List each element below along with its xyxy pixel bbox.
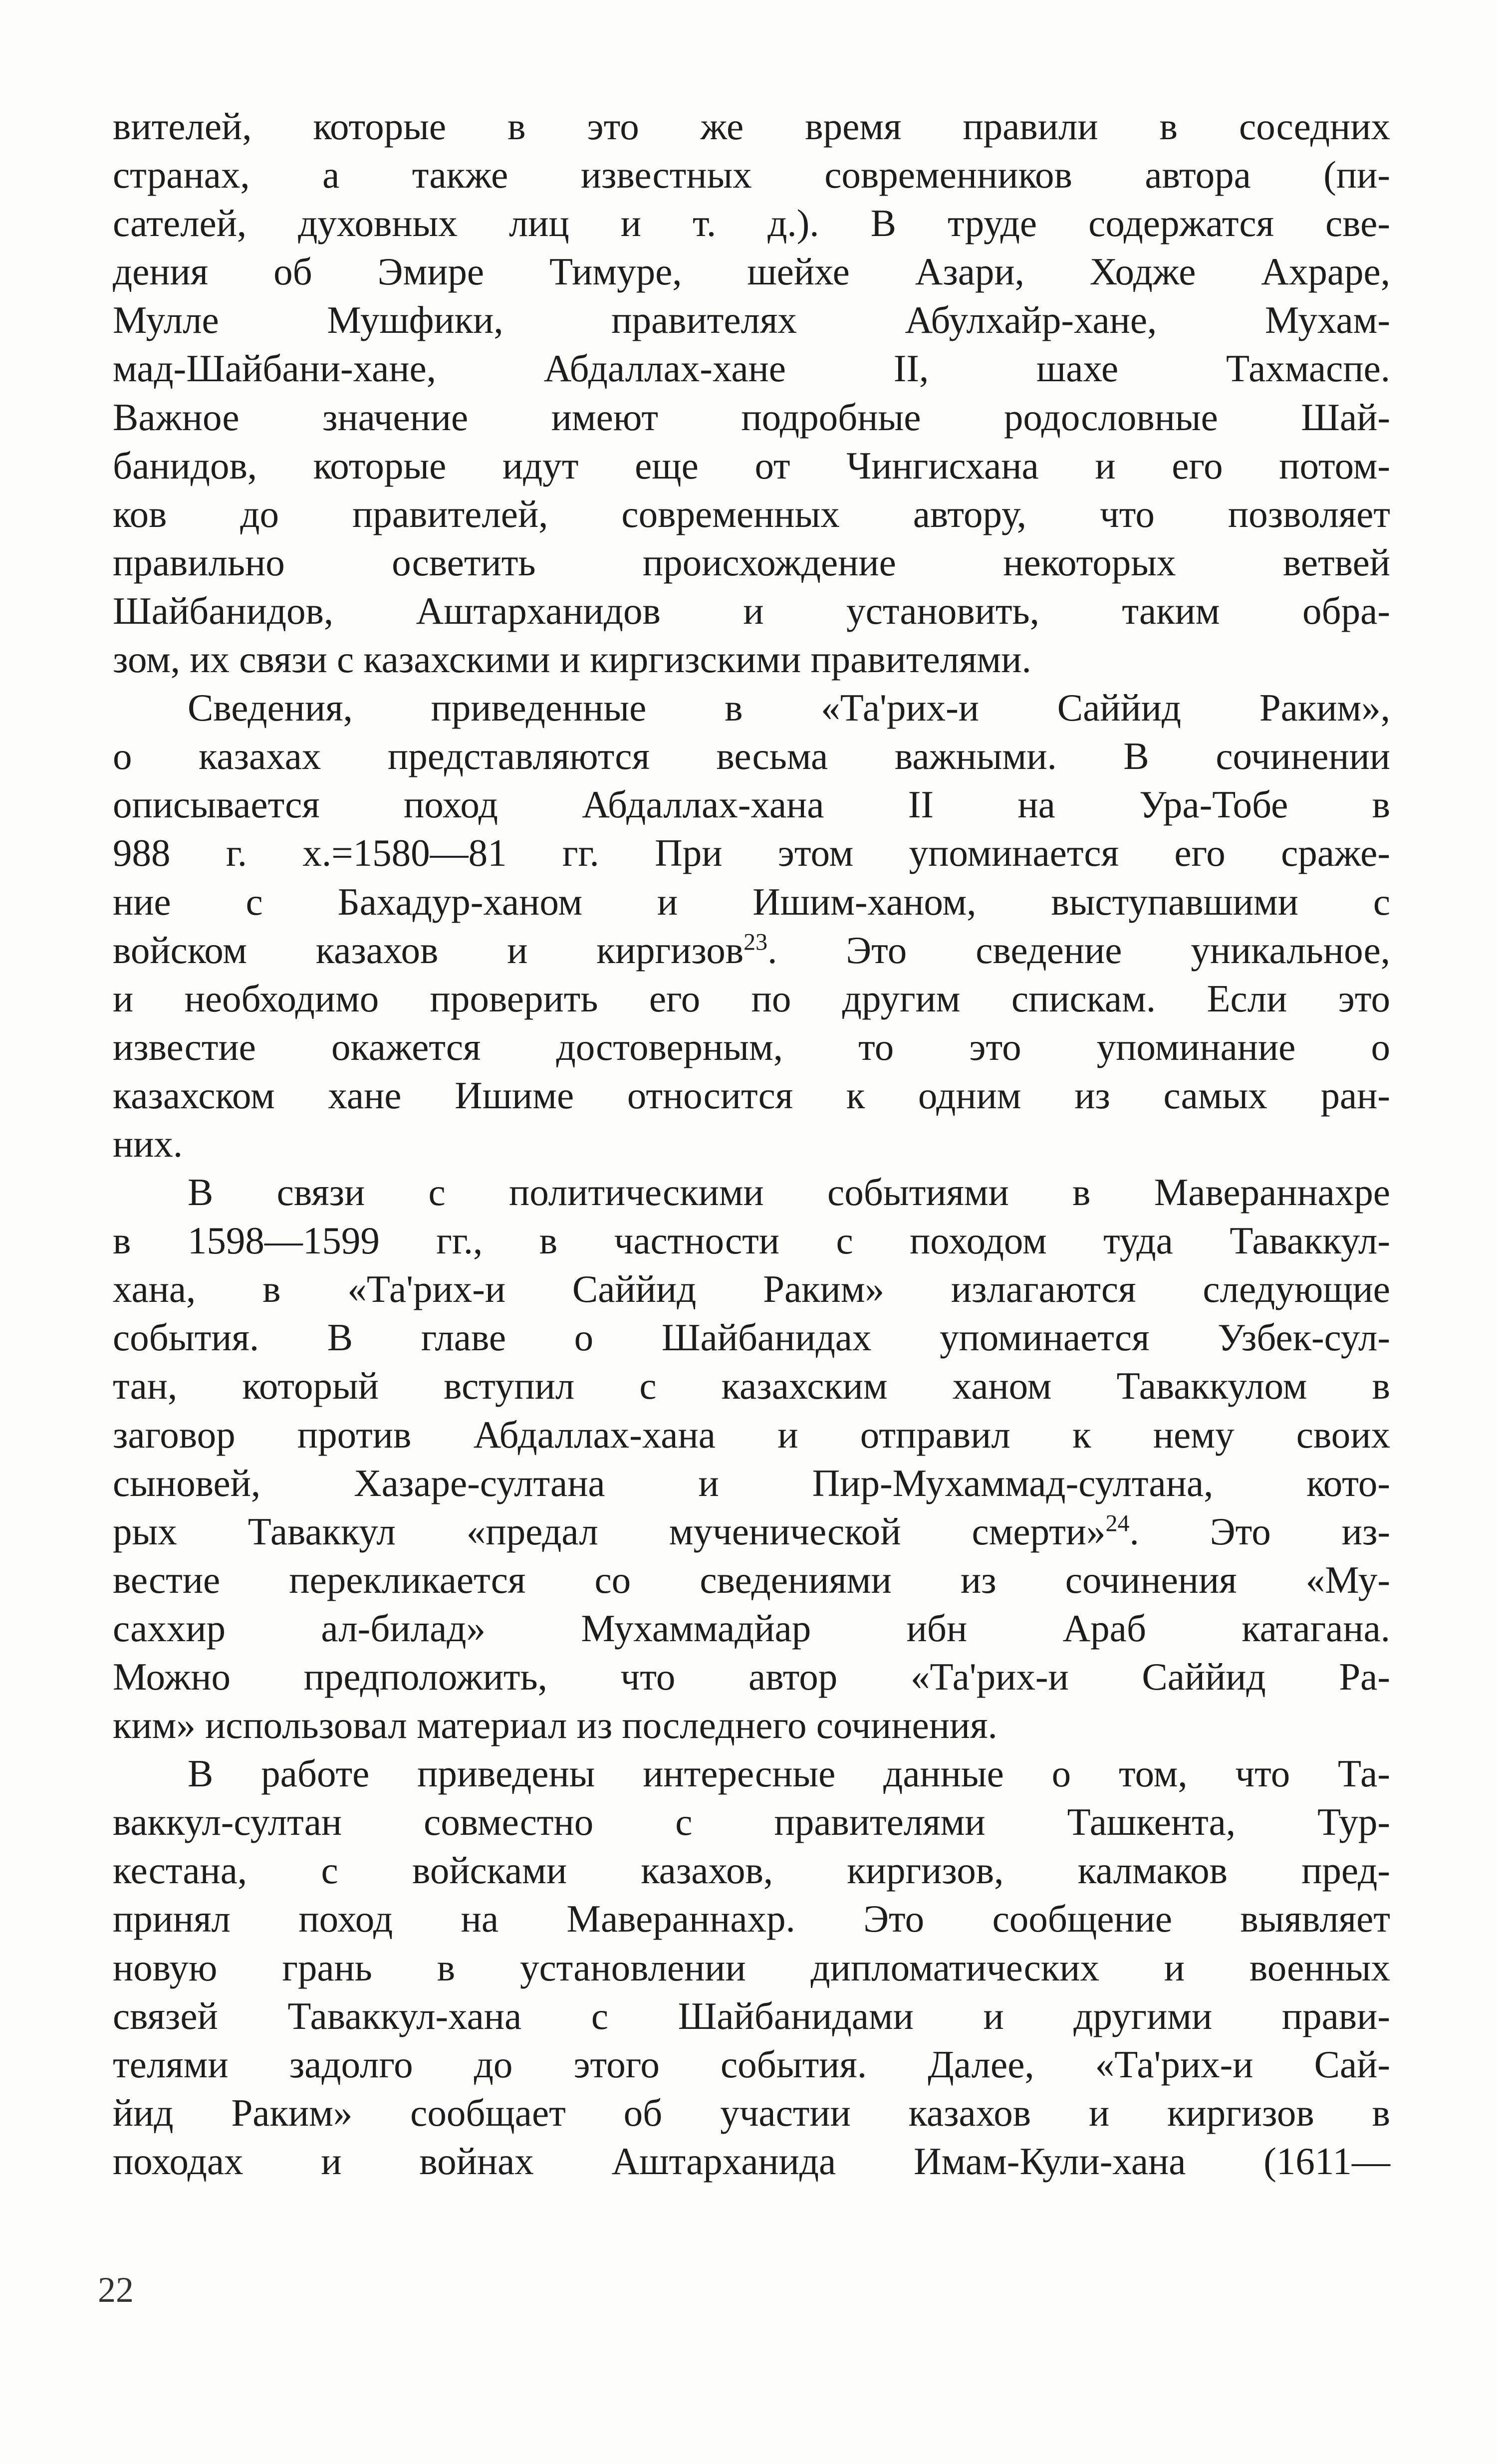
line-text-continued: . Это из- <box>1129 1509 1391 1553</box>
line-text: войском казахов и киргизов <box>113 928 744 972</box>
text-line <box>113 975 1390 1023</box>
text-line <box>113 1653 1390 1701</box>
line-text: Шайбанидов, Аштарханидов и установить, таким обра- <box>113 589 1390 632</box>
line-text: ваккул-султан совместно с правителями Ташкента, Тур- <box>113 1800 1390 1844</box>
page-number: 22 <box>98 2270 134 2310</box>
line-text: рых Таваккул «предал мученической смерти» <box>113 1509 1106 1553</box>
text-line <box>113 296 1390 344</box>
line-text: В работе приведены интересные данные о том, что Та- <box>188 1752 1390 1795</box>
text-line <box>113 102 1390 151</box>
text-line <box>113 1749 1390 1798</box>
line-text: банидов, которые идут еще от Чингисхана и его потом- <box>113 444 1390 487</box>
text-line <box>113 2089 1390 2137</box>
line-text: ние с Бахадур-ханом и Ишим-ханом, выступавшими с <box>113 880 1390 923</box>
text-line <box>113 1507 1390 1556</box>
text-line <box>113 926 1390 975</box>
line-text: мад-Шайбани-хане, Абдаллах-хане II, шахе Тахмаспе. <box>113 347 1390 390</box>
text-line <box>113 732 1390 780</box>
line-text: описывается поход Абдаллах-хана II на Ура-Тобе в <box>113 783 1390 826</box>
text-line <box>113 1992 1390 2040</box>
line-text: в 1598—1599 гг., в частности с походом туда Таваккул- <box>113 1219 1390 1262</box>
text-line <box>113 1168 1390 1217</box>
text-line <box>113 1411 1390 1459</box>
line-text: принял поход на Мавераннахр. Это сообщение выявляет <box>113 1897 1390 1941</box>
line-text: кестана, с войсками казахов, киргизов, калмаков пред- <box>113 1849 1390 1892</box>
line-text: Сведения, приведенные в «Та'рих-и Саййид Раким», <box>188 686 1390 730</box>
text-line <box>113 1798 1390 1846</box>
footnote-marker: 23 <box>744 928 768 955</box>
text-line <box>113 1944 1390 1992</box>
line-text: телями задолго до этого события. Далее, «Та'рих-и Сай- <box>113 2042 1390 2086</box>
text-line <box>113 780 1390 829</box>
text-line <box>113 490 1390 538</box>
text-line <box>113 1701 1390 1749</box>
line-text: саххир ал-билад» Мухаммадйар ибн Араб катагана. <box>113 1606 1390 1650</box>
line-text: вестие перекликается со сведениями из сочинения «Му- <box>113 1558 1390 1601</box>
line-text: вителей, которые в это же время правили в соседних <box>113 105 1390 148</box>
text-line <box>113 1362 1390 1410</box>
line-text: Важное значение имеют подробные родословные Шай- <box>113 395 1390 439</box>
text-line <box>113 1895 1390 1943</box>
text-line <box>113 1217 1390 1265</box>
footnote-marker: 24 <box>1105 1510 1130 1537</box>
line-text: дения об Эмире Тимуре, шейхе Азари, Ходже Ахраре, <box>113 250 1390 293</box>
text-line <box>113 2137 1390 2186</box>
line-text: ким» использовал материал из последнего сочинения. <box>113 1704 998 1747</box>
text-line <box>113 1023 1390 1071</box>
text-line <box>113 247 1390 296</box>
text-line <box>113 199 1390 247</box>
text-line <box>113 393 1390 442</box>
text-line <box>113 1313 1390 1362</box>
text-line <box>113 1120 1390 1168</box>
line-text: о казахах представляются весьма важными. В сочинении <box>113 735 1390 778</box>
line-text: связей Таваккул-хана с Шайбанидами и другими прави- <box>113 1994 1390 2037</box>
text-line <box>113 829 1390 877</box>
line-text: правильно осветить происхождение некоторых ветвей <box>113 540 1390 584</box>
text-line <box>113 1071 1390 1120</box>
line-text: новую грань в установлении дипломатических и военных <box>113 1946 1390 1989</box>
text-line <box>113 587 1390 635</box>
line-text: 988 г. х.=1580—81 гг. При этом упоминается его сраже- <box>113 831 1390 875</box>
text-line <box>113 344 1390 393</box>
text-line <box>113 1265 1390 1313</box>
line-text: них. <box>113 1122 183 1165</box>
text-line <box>113 1846 1390 1895</box>
text-line <box>113 635 1390 684</box>
text-line <box>113 878 1390 926</box>
line-text: В связи с политическими событиями в Мавераннахре <box>188 1171 1390 1214</box>
line-text: Мулле Мушфики, правителях Абулхайр-хане, Мухам- <box>113 298 1390 342</box>
line-text: зом, их связи с казахскими и киргизскими правителями. <box>113 638 1031 681</box>
line-text: хана, в «Та'рих-и Саййид Раким» излагаются следующие <box>113 1267 1390 1311</box>
line-text: странах, а также известных современников автора (пи- <box>113 153 1390 197</box>
line-text: сыновей, Хазаре-султана и Пир-Мухаммад-султана, кото- <box>113 1461 1390 1504</box>
text-line <box>113 538 1390 587</box>
body-text <box>113 102 1390 2186</box>
text-line <box>113 2040 1390 2089</box>
line-text: тан, который вступил с казахским ханом Таваккулом в <box>113 1364 1390 1408</box>
line-text: Можно предположить, что автор «Та'рих-и Саййид Ра- <box>113 1655 1390 1698</box>
text-line <box>113 1556 1390 1604</box>
line-text: сателей, духовных лиц и т. д.). В труде содержатся све- <box>113 202 1390 245</box>
line-text: события. В главе о Шайбанидах упоминается Узбек-сул- <box>113 1316 1390 1359</box>
line-text: ков до правителей, современных автору, что позволяет <box>113 492 1390 535</box>
line-text: йид Раким» сообщает об участии казахов и киргизов в <box>113 2091 1390 2134</box>
text-line <box>113 1604 1390 1653</box>
line-text: известие окажется достоверным, то это упоминание о <box>113 1025 1390 1068</box>
text-line <box>113 151 1390 199</box>
line-text: походах и войнах Аштарханида Имам-Кули-хана (1611— <box>113 2139 1390 2183</box>
text-line <box>113 684 1390 732</box>
line-text: заговор против Абдаллах-хана и отправил к нему своих <box>113 1413 1390 1456</box>
text-line <box>113 1459 1390 1507</box>
line-text: казахском хане Ишиме относится к одним из самых ран- <box>113 1073 1390 1117</box>
text-line <box>113 442 1390 490</box>
line-text-continued: . Это сведение уникальное, <box>767 928 1390 972</box>
line-text: и необходимо проверить его по другим спискам. Если это <box>113 977 1390 1020</box>
